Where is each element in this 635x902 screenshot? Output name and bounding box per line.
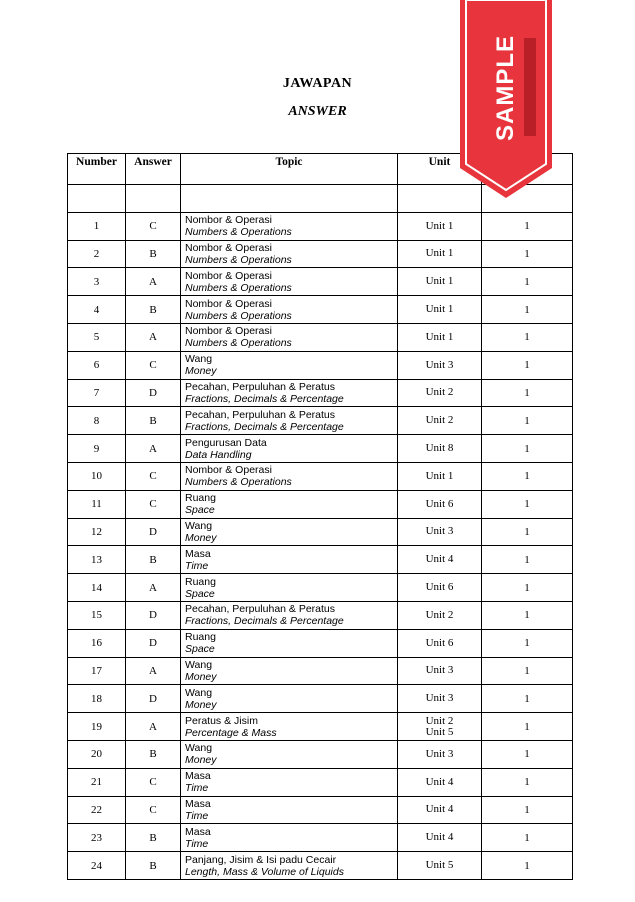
- table-row: [68, 351, 573, 379]
- answer-cell: B: [126, 240, 181, 268]
- sample-watermark: [460, 0, 552, 175]
- question-number-cell: 15: [68, 601, 126, 629]
- answer-table: [67, 153, 573, 880]
- unit-label: Unit 3: [425, 358, 454, 371]
- topic-malay: Wang: [185, 686, 213, 699]
- answer-cell: A: [126, 435, 181, 463]
- topic-english: Data Handling: [185, 448, 252, 461]
- mark-cell: 1: [482, 768, 573, 796]
- answer-cell: A: [126, 323, 181, 351]
- unit-label: Unit 6: [425, 497, 454, 510]
- spacer-cell: [181, 185, 398, 213]
- topic-malay: Wang: [185, 658, 213, 671]
- mark-cell: 1: [482, 379, 573, 407]
- topic-english: Time: [185, 837, 209, 850]
- topic-malay: Nombor & Operasi: [185, 241, 272, 254]
- unit-cell: [398, 796, 482, 824]
- topic-malay: Wang: [185, 742, 213, 755]
- topic-english: Time: [185, 782, 209, 795]
- mark-cell: 1: [482, 574, 573, 602]
- unit-cell: [398, 768, 482, 796]
- unit-cell: [398, 518, 482, 546]
- topic-english: Percentage & Mass: [185, 726, 277, 739]
- topic-english: Numbers & Operations: [185, 476, 292, 489]
- topic-cell: [181, 657, 398, 685]
- table-body: [68, 185, 573, 880]
- table-row: [68, 629, 573, 657]
- table-row: [68, 296, 573, 324]
- topic-cell: [181, 768, 398, 796]
- unit-label: Unit 1: [425, 247, 454, 260]
- unit-cell: [398, 852, 482, 880]
- unit-cell: [398, 379, 482, 407]
- spacer-cell: [126, 185, 181, 213]
- mark-cell: 1: [482, 407, 573, 435]
- table-row: [68, 212, 573, 240]
- unit-label: Unit 2: [425, 714, 454, 727]
- topic-malay: Masa: [185, 797, 211, 810]
- topic-cell: [181, 268, 398, 296]
- table-row: [68, 379, 573, 407]
- topic-cell: [181, 462, 398, 490]
- table-row: [68, 268, 573, 296]
- answer-cell: C: [126, 462, 181, 490]
- unit-label: Unit 4: [425, 775, 454, 788]
- topic-english: Space: [185, 504, 215, 517]
- topic-cell: [181, 574, 398, 602]
- page-subtitle: ANSWER: [288, 104, 347, 119]
- topic-english: Money: [185, 670, 217, 683]
- question-number-cell: 22: [68, 796, 126, 824]
- unit-cell: [398, 407, 482, 435]
- unit-label: Unit 3: [425, 525, 454, 538]
- question-number-cell: 1: [68, 212, 126, 240]
- answer-cell: D: [126, 379, 181, 407]
- answer-cell: A: [126, 574, 181, 602]
- topic-cell: [181, 212, 398, 240]
- question-number-cell: 23: [68, 824, 126, 852]
- topic-malay: Nombor & Operasi: [185, 464, 272, 477]
- answer-cell: D: [126, 629, 181, 657]
- table-row: [68, 490, 573, 518]
- unit-cell: [398, 490, 482, 518]
- topic-english: Space: [185, 587, 215, 600]
- answer-cell: C: [126, 796, 181, 824]
- table-row: [68, 546, 573, 574]
- topic-cell: [181, 685, 398, 713]
- mark-cell: 1: [482, 657, 573, 685]
- answer-cell: C: [126, 768, 181, 796]
- table-row: [68, 323, 573, 351]
- answer-cell: C: [126, 490, 181, 518]
- unit-cell: [398, 351, 482, 379]
- answer-cell: C: [126, 212, 181, 240]
- question-number-cell: 19: [68, 713, 126, 741]
- table-row: [68, 435, 573, 463]
- answer-cell: A: [126, 268, 181, 296]
- mark-cell: 1: [482, 268, 573, 296]
- question-number-cell: 17: [68, 657, 126, 685]
- topic-english: Numbers & Operations: [185, 309, 292, 322]
- topic-malay: Ruang: [185, 575, 216, 588]
- mark-cell: 1: [482, 490, 573, 518]
- topic-cell: [181, 240, 398, 268]
- topic-cell: [181, 518, 398, 546]
- topic-english: Fractions, Decimals & Percentage: [185, 420, 344, 433]
- answer-cell: B: [126, 740, 181, 768]
- mark-cell: 1: [482, 435, 573, 463]
- topic-malay: Ruang: [185, 631, 216, 644]
- topic-malay: Pecahan, Perpuluhan & Peratus: [185, 408, 336, 421]
- answer-cell: B: [126, 407, 181, 435]
- topic-cell: [181, 629, 398, 657]
- topic-cell: [181, 323, 398, 351]
- answer-cell: B: [126, 296, 181, 324]
- topic-cell: [181, 740, 398, 768]
- unit-label: Unit 1: [425, 303, 454, 316]
- question-number-cell: 10: [68, 462, 126, 490]
- mark-cell: 1: [482, 351, 573, 379]
- mark-cell: 1: [482, 740, 573, 768]
- topic-cell: [181, 379, 398, 407]
- mark-cell: 1: [482, 240, 573, 268]
- answer-cell: A: [126, 657, 181, 685]
- mark-cell: 1: [482, 323, 573, 351]
- table-row: [68, 240, 573, 268]
- question-number-cell: 21: [68, 768, 126, 796]
- question-number-cell: 24: [68, 852, 126, 880]
- mark-cell: 1: [482, 518, 573, 546]
- unit-cell: [398, 601, 482, 629]
- unit-label: Unit 2: [425, 608, 454, 621]
- topic-english: Time: [185, 809, 209, 822]
- answer-cell: B: [126, 824, 181, 852]
- mark-cell: 1: [482, 824, 573, 852]
- table-row: [68, 740, 573, 768]
- question-number-cell: 2: [68, 240, 126, 268]
- table-row: [68, 574, 573, 602]
- table-row: [68, 796, 573, 824]
- topic-malay: Peratus & Jisim: [185, 714, 258, 727]
- mark-cell: 1: [482, 796, 573, 824]
- answer-cell: B: [126, 546, 181, 574]
- table-row: [68, 407, 573, 435]
- unit-cell: [398, 323, 482, 351]
- table-row: [68, 713, 573, 741]
- unit-label: Unit 3: [425, 747, 454, 760]
- topic-malay: Panjang, Jisim & Isi padu Cecair: [185, 853, 337, 866]
- topic-cell: [181, 435, 398, 463]
- unit-label: Unit 2: [425, 386, 454, 399]
- answer-cell: A: [126, 713, 181, 741]
- table-row: [68, 824, 573, 852]
- unit-cell: [398, 240, 482, 268]
- question-number-cell: 13: [68, 546, 126, 574]
- topic-malay: Nombor & Operasi: [185, 297, 272, 310]
- topic-malay: Pecahan, Perpuluhan & Peratus: [185, 380, 336, 393]
- answer-cell: D: [126, 601, 181, 629]
- unit-cell: [398, 296, 482, 324]
- topic-malay: Masa: [185, 770, 211, 783]
- unit-cell: [398, 212, 482, 240]
- topic-cell: [181, 601, 398, 629]
- unit-cell: [398, 462, 482, 490]
- topic-malay: Wang: [185, 353, 213, 366]
- topic-malay: Nombor & Operasi: [185, 325, 272, 338]
- unit-label: Unit 1: [425, 330, 454, 343]
- unit-label: Unit 2: [425, 414, 454, 427]
- unit-cell: [398, 713, 482, 741]
- topic-english: Fractions, Decimals & Percentage: [185, 392, 344, 405]
- topic-english: Money: [185, 754, 217, 767]
- unit-label: Unit 1: [425, 275, 454, 288]
- mark-cell: 1: [482, 601, 573, 629]
- question-number-cell: 9: [68, 435, 126, 463]
- table-row: [68, 657, 573, 685]
- mark-cell: 1: [482, 713, 573, 741]
- column-header-answer: Answer: [126, 154, 181, 185]
- unit-cell: [398, 824, 482, 852]
- table-row: [68, 852, 573, 880]
- table-row: [68, 601, 573, 629]
- unit-label: Unit 1: [425, 469, 454, 482]
- unit-cell: [398, 268, 482, 296]
- unit-label: Unit 5: [425, 725, 454, 738]
- topic-cell: [181, 296, 398, 324]
- topic-malay: Wang: [185, 519, 213, 532]
- topic-english: Money: [185, 365, 217, 378]
- unit-cell: [398, 435, 482, 463]
- question-number-cell: 8: [68, 407, 126, 435]
- mark-cell: 1: [482, 852, 573, 880]
- topic-english: Money: [185, 698, 217, 711]
- question-number-cell: 4: [68, 296, 126, 324]
- topic-malay: Pengurusan Data: [185, 436, 267, 449]
- unit-label: Unit 4: [425, 803, 454, 816]
- unit-cell: [398, 740, 482, 768]
- question-number-cell: 5: [68, 323, 126, 351]
- unit-cell: [398, 685, 482, 713]
- page-title: JAWAPAN: [282, 76, 353, 91]
- question-number-cell: 20: [68, 740, 126, 768]
- question-number-cell: 11: [68, 490, 126, 518]
- unit-cell: [398, 574, 482, 602]
- mark-cell: 1: [482, 629, 573, 657]
- unit-label: Unit 3: [425, 692, 454, 705]
- unit-label: Unit 8: [425, 442, 454, 455]
- topic-cell: [181, 351, 398, 379]
- mark-cell: 1: [482, 685, 573, 713]
- question-number-cell: 18: [68, 685, 126, 713]
- table-row: [68, 685, 573, 713]
- question-number-cell: 14: [68, 574, 126, 602]
- unit-cell: [398, 657, 482, 685]
- table-row: [68, 518, 573, 546]
- unit-label: Unit 4: [425, 553, 454, 566]
- mark-cell: 1: [482, 546, 573, 574]
- unit-label: Unit 4: [425, 831, 454, 844]
- mark-cell: 1: [482, 462, 573, 490]
- topic-english: Numbers & Operations: [185, 253, 292, 266]
- table-row: [68, 768, 573, 796]
- topic-english: Time: [185, 559, 209, 572]
- sample-watermark-text: SAMPLE: [492, 34, 520, 141]
- topic-cell: [181, 852, 398, 880]
- topic-english: Numbers & Operations: [185, 226, 292, 239]
- topic-malay: Ruang: [185, 492, 216, 505]
- topic-english: Money: [185, 531, 217, 544]
- topic-cell: [181, 407, 398, 435]
- topic-cell: [181, 713, 398, 741]
- topic-malay: Pecahan, Perpuluhan & Peratus: [185, 603, 336, 616]
- column-header-number: Number: [68, 154, 126, 185]
- topic-malay: Nombor & Operasi: [185, 269, 272, 282]
- unit-cell: [398, 629, 482, 657]
- column-header-topic: Topic: [181, 154, 398, 185]
- unit-cell: [398, 546, 482, 574]
- answer-cell: D: [126, 518, 181, 546]
- topic-malay: Nombor & Operasi: [185, 214, 272, 227]
- topic-english: Length, Mass & Volume of Liquids: [185, 865, 344, 878]
- answer-cell: B: [126, 852, 181, 880]
- answer-cell: D: [126, 685, 181, 713]
- answer-cell: C: [126, 351, 181, 379]
- topic-english: Numbers & Operations: [185, 281, 292, 294]
- unit-label: Unit 3: [425, 664, 454, 677]
- unit-label: Unit 6: [425, 636, 454, 649]
- topic-cell: [181, 824, 398, 852]
- topic-malay: Masa: [185, 825, 211, 838]
- mark-cell: 1: [482, 296, 573, 324]
- question-number-cell: 12: [68, 518, 126, 546]
- topic-malay: Masa: [185, 547, 211, 560]
- topic-english: Space: [185, 643, 215, 656]
- unit-label: Unit 6: [425, 581, 454, 594]
- topic-english: Fractions, Decimals & Percentage: [185, 615, 344, 628]
- question-number-cell: 6: [68, 351, 126, 379]
- topic-cell: [181, 490, 398, 518]
- mark-cell: 1: [482, 212, 573, 240]
- question-number-cell: 3: [68, 268, 126, 296]
- topic-cell: [181, 546, 398, 574]
- topic-english: Numbers & Operations: [185, 337, 292, 350]
- column-header-unit: Unit: [398, 154, 482, 185]
- spacer-cell: [68, 185, 126, 213]
- question-number-cell: 16: [68, 629, 126, 657]
- unit-label: Unit 5: [425, 859, 454, 872]
- topic-cell: [181, 796, 398, 824]
- unit-label: Unit 1: [425, 219, 454, 232]
- table-row: [68, 462, 573, 490]
- question-number-cell: 7: [68, 379, 126, 407]
